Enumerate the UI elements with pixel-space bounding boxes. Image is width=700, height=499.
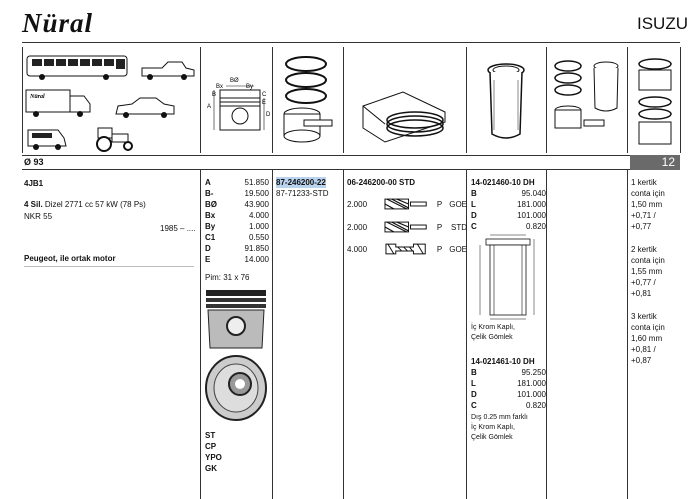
label-gk: GK [205,464,217,473]
dim-row: A 51.850 [205,178,269,187]
svg-text:Nüral: Nüral [30,94,45,100]
piston-dims [205,177,269,265]
engine-years: 1985 – .... [160,224,196,233]
diagram-label-e: E [262,100,267,106]
dim-row: D 91.850 [205,244,269,253]
dim-row: Bx 4.000 [205,211,269,220]
dim-row: BØ 43.900 [205,200,269,209]
ring-row: 4.000 P GOE [347,241,467,257]
piston-dimension-diagram [202,50,272,150]
dim-row: B- 19.500 [205,189,269,198]
piston-part-secondary[interactable]: 87-71233-STD [276,189,329,198]
diagram-label-d: D [266,112,271,118]
page-number: 12 [630,155,680,170]
piston-labels [205,430,222,474]
ring-profile-icon [384,197,427,211]
liner-drawing [474,233,546,323]
engine-cyl: 4 Sil. [24,200,43,209]
engine-model: NKR 55 [24,212,53,221]
pin-size: Pim: 31 x 76 [205,273,250,282]
liner-part-1[interactable]: 14-021460-10 DH [471,178,535,187]
label-cp: CP [205,442,217,451]
diagram-label-by: By [246,84,254,90]
liner-1-notes: İç Krom Kaplı, Çelik Gömlek [471,324,515,341]
engine-kit-icon [629,50,679,150]
vehicle-icons [24,48,200,152]
label-st: ST [205,431,216,440]
diagram-label-bo: BØ [230,78,239,84]
diameter-label: Ø 93 [24,157,44,167]
gasket-note-2: 2 kertik conta için 1,55 mm +0,77 / +0,81 [631,245,665,298]
ring-part-number[interactable]: 06-246200-00 STD [347,178,416,187]
liner-2-notes: Dış 0.25 mm farklı İç Krom Kaplı, Çelik Gömlek [471,414,528,441]
ring-set-icon [345,50,465,150]
nural-logo: Nüral [22,8,94,38]
diagram-label-a: A [207,104,212,110]
gasket-note-1: 1 kertik conta için 1,50 mm +0,71 / +0,77 [631,178,665,231]
brand-title: ISUZU [637,14,688,33]
dim-row: By 1.000 [205,222,269,231]
engine-note: Peugeot, ile ortak motor [24,253,194,267]
top-rule [22,42,680,43]
ring-row: 2.000 P STD [347,219,467,235]
gasket-note-3: 3 kertik conta için 1,60 mm +0,81 / +0,87 [631,312,665,365]
rings-piston-icon [274,50,342,150]
piston-photos [204,288,270,424]
liner-icon [468,50,546,150]
label-ypo: YPO [205,453,222,462]
engine-desc [24,199,146,210]
diameter-bar [22,155,680,170]
diagram-label-b: B [212,92,217,98]
ring-profile-icon [384,220,427,234]
liner-1-dims: B 95.040 L 181.000 D 101.000 C 0.820 [471,189,546,231]
engine-spec: Dizel 2771 cc 57 kW (78 Ps) [44,200,146,209]
dim-row: C1 0.550 [205,233,269,242]
diagram-label-bx: Bx [216,84,224,90]
liner-2-dims: B 95.250 L 181.000 D 101.000 C 0.820 [471,368,546,410]
ring-row: 2.000 P GOE [347,196,467,212]
diagram-label-c: C [262,92,267,98]
piston-part-primary[interactable]: 87-246200-22 [276,178,326,187]
oil-ring-profile-icon [384,242,427,256]
engine-code: 4JB1 [24,179,44,188]
kit-icon [548,50,626,150]
liner-part-2[interactable]: 14-021461-10 DH [471,357,535,366]
dim-row: E 14.000 [205,255,269,264]
